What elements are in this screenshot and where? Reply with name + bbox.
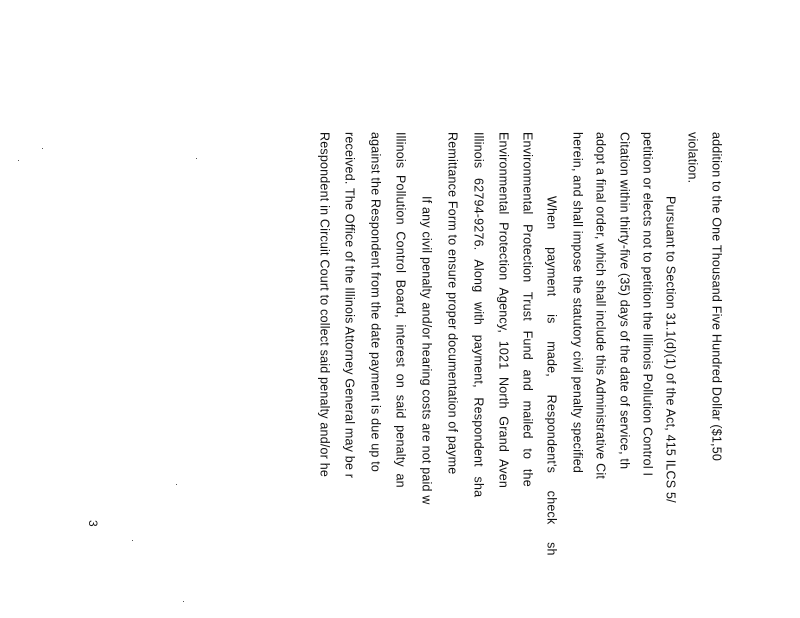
page-number: 3	[86, 520, 100, 527]
text-line-6: adopt a final order, which shall include this Administrative Cit	[593, 132, 608, 479]
text-line-5: Citation within thirty-five (35) days of the date of service, th	[617, 132, 632, 470]
text-line-2: violation.	[685, 132, 700, 184]
text-line-14: Illinois Pollution Control Board, interest on said penalty an	[393, 132, 408, 488]
scan-speck	[42, 148, 43, 149]
text-line-13: If any civil penalty and/or hearing costs are not paid w	[419, 196, 434, 505]
text-line-15: against the Respondent from the date payment is due up to	[368, 132, 383, 473]
text-line-10: Environmental Protection Agency, 1021 North Grand Aven	[496, 132, 511, 489]
text-line-1: addition to the One Thousand Five Hundred Dollar ($1,50	[709, 132, 724, 462]
text-line-3: Pursuant to Section 31.1(d)(1) of the Act, 415 ILCS 5/	[663, 196, 678, 503]
scan-speck	[18, 160, 19, 161]
scan-speck	[176, 484, 177, 485]
text-line-16: received. The Office of the Illinois Attorney General may be r	[342, 132, 357, 479]
scan-speck	[196, 158, 197, 159]
text-line-17: Respondent in Circuit Court to collect said penalty and/or he	[317, 132, 332, 478]
text-line-11: Illinois 62794-9276. Along with payment, Respondent sha	[471, 132, 486, 498]
scan-speck	[132, 540, 133, 541]
text-line-4: petition or elects not to petition the Illinois Pollution Control I	[640, 132, 655, 477]
scan-speck	[183, 601, 184, 602]
text-line-9: Environmental Protection Trust Fund and mailed to the	[520, 132, 535, 487]
text-line-7: herein, and shall impose the statutory civil penalty specified	[570, 132, 585, 474]
text-line-8: When payment is made, Respondent's check sh	[544, 196, 559, 556]
text-line-12: Remittance Form to ensure proper documentation of payme	[445, 132, 460, 475]
